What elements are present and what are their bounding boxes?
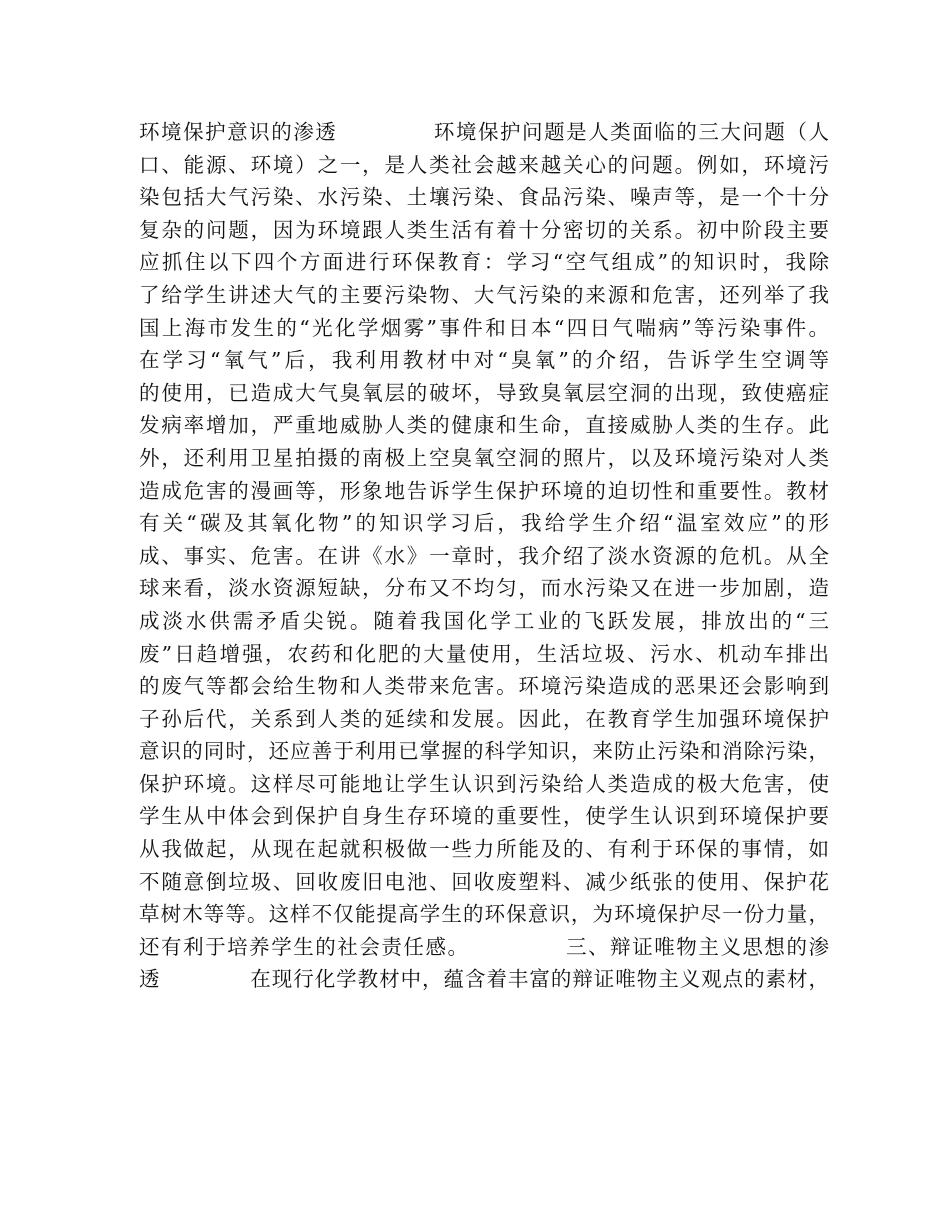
text-line: 发病率增加，严重地威胁人类的健康和生命，直接威胁人类的生存。此: [139, 413, 829, 438]
text-line: 保护环境。这样尽可能地让学生认识到污染给人类造成的极大危害，使: [139, 771, 829, 796]
text-line: 透 在现行化学教材中，蕴含着丰富的辩证唯物主义观点的素材，: [139, 967, 829, 992]
text-line: 有关“碳及其氧化物”的知识学习后，我给学生介绍“温室效应”的形: [139, 511, 829, 536]
body-text: [139, 116, 829, 996]
text-line: 还有利于培养学生的社会责任感。 三、辩证唯物主义思想的渗: [139, 934, 829, 959]
text-line: 环境保护意识的渗透 环境保护问题是人类面临的三大问题（人: [139, 120, 829, 144]
text-line: 的使用，已造成大气臭氧层的破坏，导致臭氧层空洞的出现，致使癌症: [139, 380, 829, 405]
text-line: 的废气等都会给生物和人类带来危害。环境污染造成的恶果还会影响到: [139, 674, 829, 699]
text-line: 造成危害的漫画等，形象地告诉学生保护环境的迫切性和重要性。教材: [139, 478, 829, 503]
text-line: 染包括大气污染、水污染、土壤污染、食品污染、噪声等，是一个十分: [139, 185, 829, 210]
text-line: 外，还利用卫星拍摄的南极上空臭氧空洞的照片，以及环境污染对人类: [139, 445, 829, 470]
text-line: 意识的同时，还应善于利用已掌握的科学知识，来防止污染和消除污染，: [139, 739, 829, 764]
text-line: 从我做起，从现在起就积极做一些力所能及的、有利于环保的事情，如: [139, 837, 829, 862]
text-line: 学生从中体会到保护自身生存环境的重要性，使学生认识到环境保护要: [139, 804, 829, 829]
text-line: 成淡水供需矛盾尖锐。随着我国化学工业的飞跃发展，排放出的“三: [139, 608, 829, 633]
text-line: 成、事实、危害。在讲《水》一章时，我介绍了淡水资源的危机。从全: [139, 543, 829, 568]
text-line: 废”日趋增强，农药和化肥的大量使用，生活垃圾、污水、机动车排出: [139, 641, 829, 666]
text-line: 在学习“氧气”后，我利用教材中对“臭氧”的介绍，告诉学生空调等: [139, 348, 829, 373]
text-line: 了给学生讲述大气的主要污染物、大气污染的来源和危害，还列举了我: [139, 282, 829, 307]
text-line: 草树木等等。这样不仅能提高学生的环保意识，为环境保护尽一份力量，: [139, 902, 829, 927]
text-line: 球来看，淡水资源短缺，分布又不均匀，而水污染又在进一步加剧，造: [139, 576, 829, 601]
text-line: 国上海市发生的“光化学烟雾”事件和日本“四日气喘病”等污染事件。: [139, 315, 829, 340]
text-line: 不随意倒垃圾、回收废旧电池、回收废塑料、减少纸张的使用、保护花: [139, 869, 829, 894]
text-line: 子孙后代，关系到人类的延续和发展。因此，在教育学生加强环境保护: [139, 706, 829, 731]
text-line: 应抓住以下四个方面进行环保教育：学习“空气组成”的知识时，我除: [139, 250, 829, 275]
text-line: 复杂的问题，因为环境跟人类生活有着十分密切的关系。初中阶段主要: [139, 217, 829, 242]
text-line: 口、能源、环境）之一，是人类社会越来越关心的问题。例如，环境污: [139, 152, 829, 177]
